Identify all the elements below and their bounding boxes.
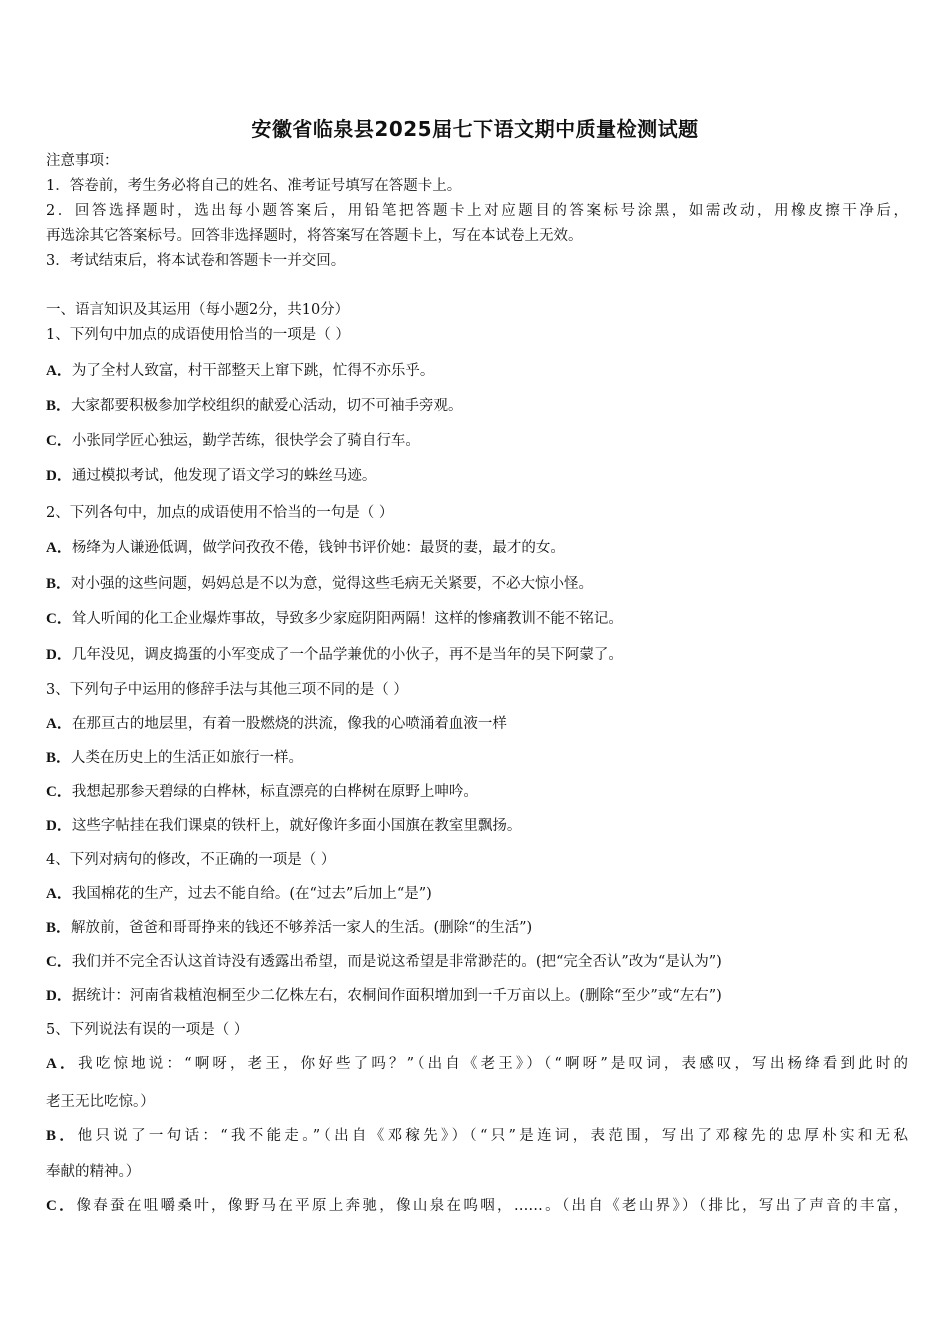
option-letter: B． xyxy=(46,398,72,414)
notice-item-2-line-1: 2．回答选择题时，选出每小题答案后，用铅笔把答题卡上对应题目的答案标号涂黑，如需改动，用橡皮擦干净后， xyxy=(46,203,908,219)
question-4-option-d xyxy=(46,986,722,1006)
option-text: 为了全村人致富，村干部整天上窜下跳，忙得不亦乐乎。 xyxy=(71,363,435,379)
option-text: 在那亘古的地层里，有着一股燃烧的洪流，像我的心喷涌着血液一样 xyxy=(71,716,507,732)
question-1-option-c xyxy=(46,431,420,451)
option-letter: D． xyxy=(46,988,72,1004)
option-text: 像春蚕在咀嚼桑叶，像野马在平原上奔驰，像山泉在呜咽，……。（出自《老山界》）（排比，写出了声音的丰富， xyxy=(76,1198,908,1214)
option-letter: C． xyxy=(46,784,72,800)
option-letter: B． xyxy=(46,1128,78,1144)
question-3-option-d xyxy=(46,816,521,836)
notice-item-1: 1．答卷前，考生务必将自己的姓名、准考证号填写在答题卡上。 xyxy=(46,178,462,194)
question-4-option-b xyxy=(46,918,532,938)
notice-item-2-line-2: 再选涂其它答案标号。回答非选择题时，将答案写在答题卡上，写在本试卷上无效。 xyxy=(46,228,583,244)
option-letter: C． xyxy=(46,954,72,970)
question-3-option-c xyxy=(46,782,478,802)
question-5-option-a-line-1 xyxy=(46,1054,908,1074)
option-letter: D． xyxy=(46,647,72,663)
option-letter: B． xyxy=(46,576,72,592)
question-5-option-c-line-1 xyxy=(46,1196,908,1216)
option-text: 几年没见，调皮捣蛋的小军变成了一个品学兼优的小伙子，再不是当年的吴下阿蒙了。 xyxy=(71,647,623,663)
notice-item-3: 3．考试结束后，将本试卷和答题卡一并交回。 xyxy=(46,253,346,269)
option-text: 耸人听闻的化工企业爆炸事故，导致多少家庭阴阳两隔！这样的惨痛教训不能不铭记。 xyxy=(71,611,623,627)
question-5-option-b-line-2: 奉献的精神。） xyxy=(46,1164,141,1180)
question-5-stem: 5、下列说法有误的一项是（ ） xyxy=(46,1022,249,1038)
option-letter: D． xyxy=(46,818,72,834)
question-2-option-a xyxy=(46,538,565,558)
question-4-option-c xyxy=(46,952,722,972)
option-text: 我国棉花的生产，过去不能自给。(在“过去”后加上“是”) xyxy=(71,886,432,902)
option-text: 小张同学匠心独运，勤学苦练，很快学会了骑自行车。 xyxy=(71,433,420,449)
option-text: 这些字帖挂在我们课桌的铁杆上，就好像许多面小国旗在教室里飘扬。 xyxy=(71,818,522,834)
option-text: 据统计：河南省栽植泡桐至少二亿株左右，农桐间作面积增加到一千万亩以上。(删除“至少”或“左右”) xyxy=(71,988,722,1004)
question-1-option-b xyxy=(46,396,463,416)
option-text: 人类在历史上的生活正如旅行一样。 xyxy=(71,750,304,766)
question-3-stem: 3、下列句子中运用的修辞手法与其他三项不同的是（ ） xyxy=(46,682,408,698)
question-1-option-d xyxy=(46,466,376,486)
option-letter: A． xyxy=(46,1056,79,1072)
option-text: 我吃惊地说：“啊呀，老王，你好些了吗？”（出自《老王》）（“啊呀”是叹词，表感叹，写出杨绛看到此时的 xyxy=(78,1056,908,1072)
question-1-stem: 1、下列句中加点的成语使用恰当的一项是（ ） xyxy=(46,327,350,343)
question-1-option-a xyxy=(46,361,434,381)
question-3-option-b xyxy=(46,748,303,768)
option-letter: A． xyxy=(46,540,72,556)
question-2-option-c xyxy=(46,609,623,629)
option-text: 他只说了一句话：“我不能走。”（出自《邓稼先》）（“只”是连词，表范围，写出了邓稼先的忠厚朴实和无私 xyxy=(77,1128,908,1144)
question-2-option-b xyxy=(46,574,593,594)
question-2-stem: 2、下列各句中，加点的成语使用不恰当的一句是（ ） xyxy=(46,505,394,521)
question-3-option-a xyxy=(46,714,507,734)
question-5-option-b-line-1 xyxy=(46,1126,908,1146)
option-letter: D． xyxy=(46,468,72,484)
exam-title: 安徽省临泉县2025届七下语文期中质量检测试题 xyxy=(251,117,699,141)
option-text: 我想起那参天碧绿的白桦林，标直漂亮的白桦树在原野上呻吟。 xyxy=(71,784,478,800)
option-letter: A． xyxy=(46,363,72,379)
option-letter: A． xyxy=(46,716,72,732)
option-text: 我们并不完全否认这首诗没有透露出希望，而是说这希望是非常渺茫的。(把“完全否认”改为“是认为”) xyxy=(71,954,722,970)
option-letter: C． xyxy=(46,611,72,627)
question-2-option-d xyxy=(46,645,623,665)
option-text: 通过模拟考试，他发现了语文学习的蛛丝马迹。 xyxy=(71,468,377,484)
option-letter: B． xyxy=(46,920,72,936)
question-4-stem: 4、下列对病句的修改，不正确的一项是（ ） xyxy=(46,852,336,868)
option-text: 对小强的这些问题，妈妈总是不以为意，觉得这些毛病无关紧要，不必大惊小怪。 xyxy=(71,576,594,592)
option-text: 解放前，爸爸和哥哥挣来的钱还不够养活一家人的生活。(删除“的生活”) xyxy=(71,920,533,936)
option-letter: C． xyxy=(46,1198,77,1214)
option-text: 大家都要积极参加学校组织的献爱心活动，切不可袖手旁观。 xyxy=(71,398,463,414)
option-letter: C． xyxy=(46,433,72,449)
question-4-option-a xyxy=(46,884,432,904)
question-5-option-a-line-2: 老王无比吃惊。） xyxy=(46,1094,155,1110)
option-letter: A． xyxy=(46,886,72,902)
option-text: 杨绛为人谦逊低调，做学问孜孜不倦，钱钟书评价她：最贤的妻，最才的女。 xyxy=(71,540,565,556)
section-heading: 一、语言知识及其运用（每小题2分，共10分） xyxy=(46,302,350,318)
option-letter: B． xyxy=(46,750,72,766)
notice-heading: 注意事项： xyxy=(46,153,119,169)
